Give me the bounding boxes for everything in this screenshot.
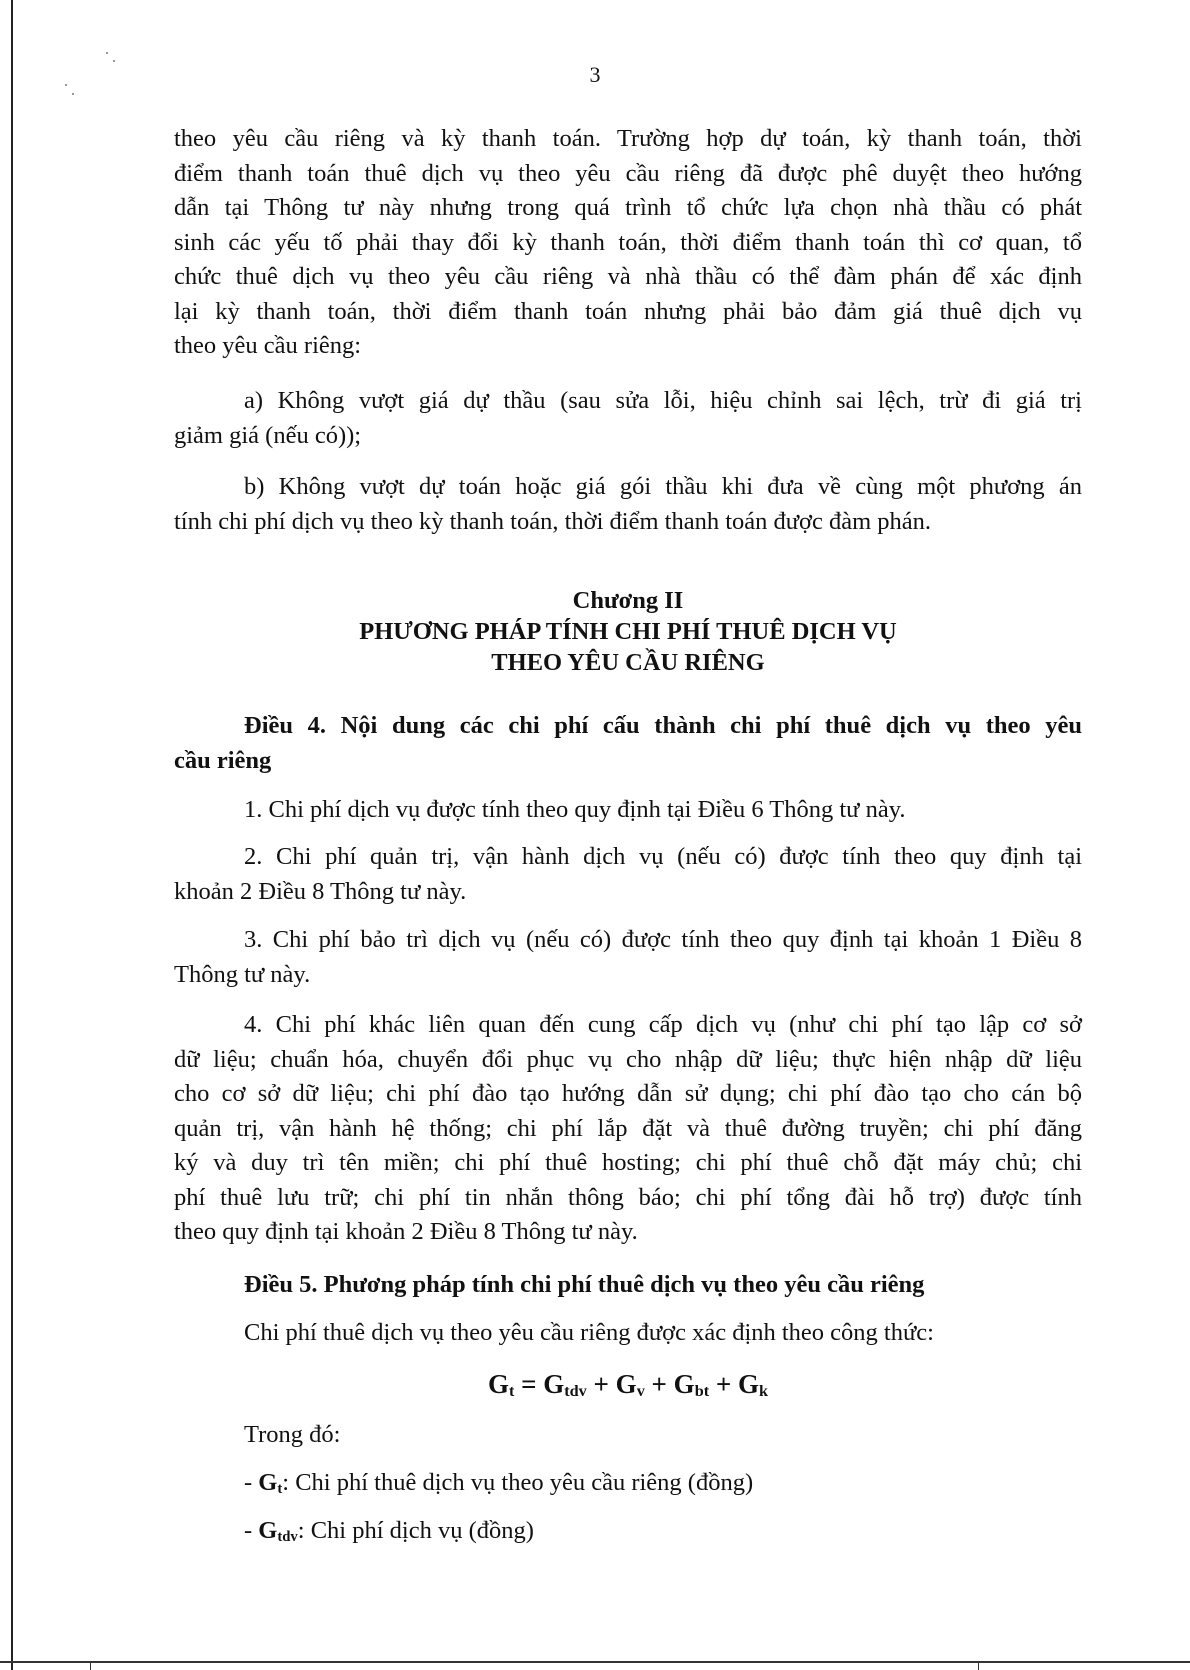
text-line: cầu riêng <box>174 746 272 774</box>
item-a <box>174 384 1082 453</box>
text-line: Điều 5. Phương pháp tính chi phí thuê dịch vụ theo yêu cầu riêng <box>244 1271 925 1298</box>
text-line: lại kỳ thanh toán, thời điểm thanh toán nhưng phải bảo đảm giá thuê dịch vụ <box>174 297 1082 325</box>
text-line: Chi phí thuê dịch vụ theo yêu cầu riêng được xác định theo công thức: <box>244 1319 934 1346</box>
text-line: Trong đó: <box>244 1421 341 1448</box>
formula-term: $G_{tdv}$ <box>543 1369 587 1401</box>
text-line: b) Không vượt dự toán hoặc giá gói thầu khi đưa về cùng một phương án <box>244 473 1082 500</box>
chapter-title-line: THEO YÊU CẦU RIÊNG <box>491 649 765 676</box>
formula-plus: + <box>644 1369 674 1399</box>
scan-speck <box>106 52 108 54</box>
text-line: 4. Chi phí khác liên quan đến cung cấp dịch vụ (như chi phí tạo lập cơ sở <box>244 1011 1082 1038</box>
chapter-label: Chương II <box>572 587 684 614</box>
formula-term: $G_t$ <box>487 1369 515 1401</box>
text-line: 1. Chi phí dịch vụ được tính theo quy định tại Điều 6 Thông tư này. <box>244 796 906 823</box>
text-line: ký và duy trì tên miền; chi phí thuê hosting; chi phí thuê chỗ đặt máy chủ; chi <box>174 1149 1082 1176</box>
definition-item: - $G_t$: Chi phí thuê dịch vụ theo yêu cầu riêng (đồng) <box>244 1469 754 1497</box>
definition-item: - $G_{tdv}$: Chi phí dịch vụ (đồng) <box>244 1517 534 1545</box>
formula-plus: + <box>586 1369 616 1399</box>
text-line: Thông tư này. <box>174 960 311 988</box>
page-left-border <box>11 0 13 1670</box>
page-bottom-border <box>0 1661 1190 1663</box>
text-line: chức thuê dịch vụ theo yêu cầu riêng và nhà thầu có thể đàm phán để xác định <box>174 263 1082 290</box>
text-line: theo quy định tại khoản 2 Điều 8 Thông tư này. <box>174 1218 638 1245</box>
formula-equals: = <box>514 1369 544 1399</box>
article-4-heading <box>174 709 1082 778</box>
text-line: quản trị, vận hành hệ thống; chi phí lắp đặt và thuê đường truyền; chi phí đăng <box>174 1114 1082 1142</box>
text-line: giảm giá (nếu có)); <box>174 421 362 449</box>
paragraph-continuation <box>174 122 1082 364</box>
article-4-item-2 <box>174 840 1082 909</box>
formula-plus: + <box>709 1369 738 1399</box>
text-line: Điều 4. Nội dung các chi phí cấu thành chi phí thuê dịch vụ theo yêu <box>244 712 1082 739</box>
article-4-item-3 <box>174 923 1082 992</box>
formula-term: $G_{bt}$ <box>673 1369 710 1401</box>
formula-term: $G_v$ <box>615 1369 645 1401</box>
text-line: theo yêu cầu riêng: <box>174 332 362 359</box>
chapter-heading <box>174 585 1082 678</box>
text-line: dữ liệu; chuẩn hóa, chuyển đổi phục vụ cho nhập dữ liệu; thực hiện nhập dữ liệu <box>174 1045 1082 1073</box>
text-line: điểm thanh toán thuê dịch vụ theo yêu cầu riêng đã được phê duyệt theo hướng <box>174 159 1082 187</box>
article-5-heading <box>174 1268 1082 1303</box>
text-line: 3. Chi phí bảo trì dịch vụ (nếu có) được tính theo quy định tại khoản 1 Điều 8 <box>244 926 1082 953</box>
text-line: 2. Chi phí quản trị, vận hành dịch vụ (nếu có) được tính theo quy định tại <box>244 843 1082 870</box>
text-line: tính chi phí dịch vụ theo kỳ thanh toán, thời điểm thanh toán được đàm phán. <box>174 507 932 535</box>
article-5-intro <box>174 1316 1082 1351</box>
cost-formula <box>174 1364 1082 1411</box>
where-label <box>174 1418 1082 1453</box>
article-4-item-1 <box>174 793 1082 828</box>
item-b <box>174 470 1082 539</box>
formula-term: $G_k$ <box>737 1369 769 1401</box>
border-tick <box>90 1662 91 1670</box>
text-line: theo yêu cầu riêng và kỳ thanh toán. Trường hợp dự toán, kỳ thanh toán, thời <box>174 125 1082 152</box>
scan-speck <box>72 93 74 95</box>
text-line: sinh các yếu tố phải thay đổi kỳ thanh toán, thời điểm thanh toán thì cơ quan, tổ <box>174 228 1082 256</box>
page-number: 3 <box>589 62 601 87</box>
text-line: phí thuê lưu trữ; chi phí tin nhắn thông báo; chi phí tổng đài hỗ trợ) được tính <box>174 1183 1082 1211</box>
text-line: cho cơ sở dữ liệu; chi phí đào tạo hướng dẫn sử dụng; chi phí đào tạo cho cán bộ <box>174 1080 1082 1107</box>
text-line: khoản 2 Điều 8 Thông tư này. <box>174 877 467 905</box>
border-tick <box>978 1662 979 1670</box>
text-line: dẫn tại Thông tư này nhưng trong quá trình tổ chức lựa chọn nhà thầu có phát <box>174 194 1082 221</box>
chapter-title-line: PHƯƠNG PHÁP TÍNH CHI PHÍ THUÊ DỊCH VỤ <box>359 618 897 645</box>
text-line: a) Không vượt giá dự thầu (sau sửa lỗi, hiệu chỉnh sai lệch, trừ đi giá trị <box>244 387 1082 414</box>
article-4-item-4 <box>174 1008 1082 1250</box>
